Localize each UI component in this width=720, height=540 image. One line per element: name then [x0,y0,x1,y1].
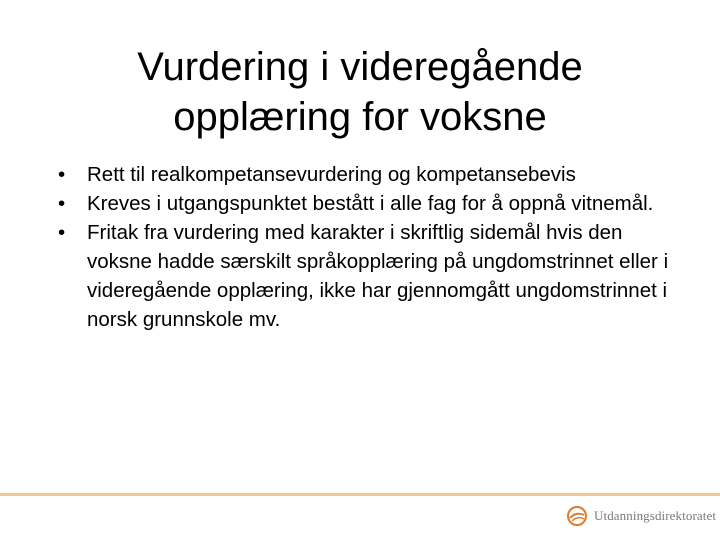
bullet-marker: • [58,192,66,215]
bullet-marker: • [58,221,66,244]
bullet-text: Kreves i utgangspunktet bestått i alle fag for å oppnå vitnemål. [87,192,654,215]
slide-title-line-2: opplæring for voksne [173,95,547,139]
bullet-text: Rett til realkompetansevurdering og kompetansebevis [87,163,576,186]
bullet-item [58,218,678,334]
bullet-list [58,160,678,334]
bullet-item [58,189,678,218]
udir-logo [566,505,716,527]
bullet-text: Fritak fra vurdering med karakter i skriftlig sidemål hvis den voksne hadde særskilt språkopplæring på ungdomstrinnet eller i videregående opplæring, ikke har gjennomgått ungdomstrinnet i norsk grunnskole mv. [87,221,669,331]
udir-logo-icon [566,505,588,527]
footer-divider [0,493,720,496]
logo-text: Utdanningsdirektoratet [594,508,717,523]
bullet-marker: • [58,163,66,186]
bullet-item [58,160,678,189]
slide-title-line-1: Vurdering i videregående [137,45,583,89]
slide-title [40,42,680,142]
